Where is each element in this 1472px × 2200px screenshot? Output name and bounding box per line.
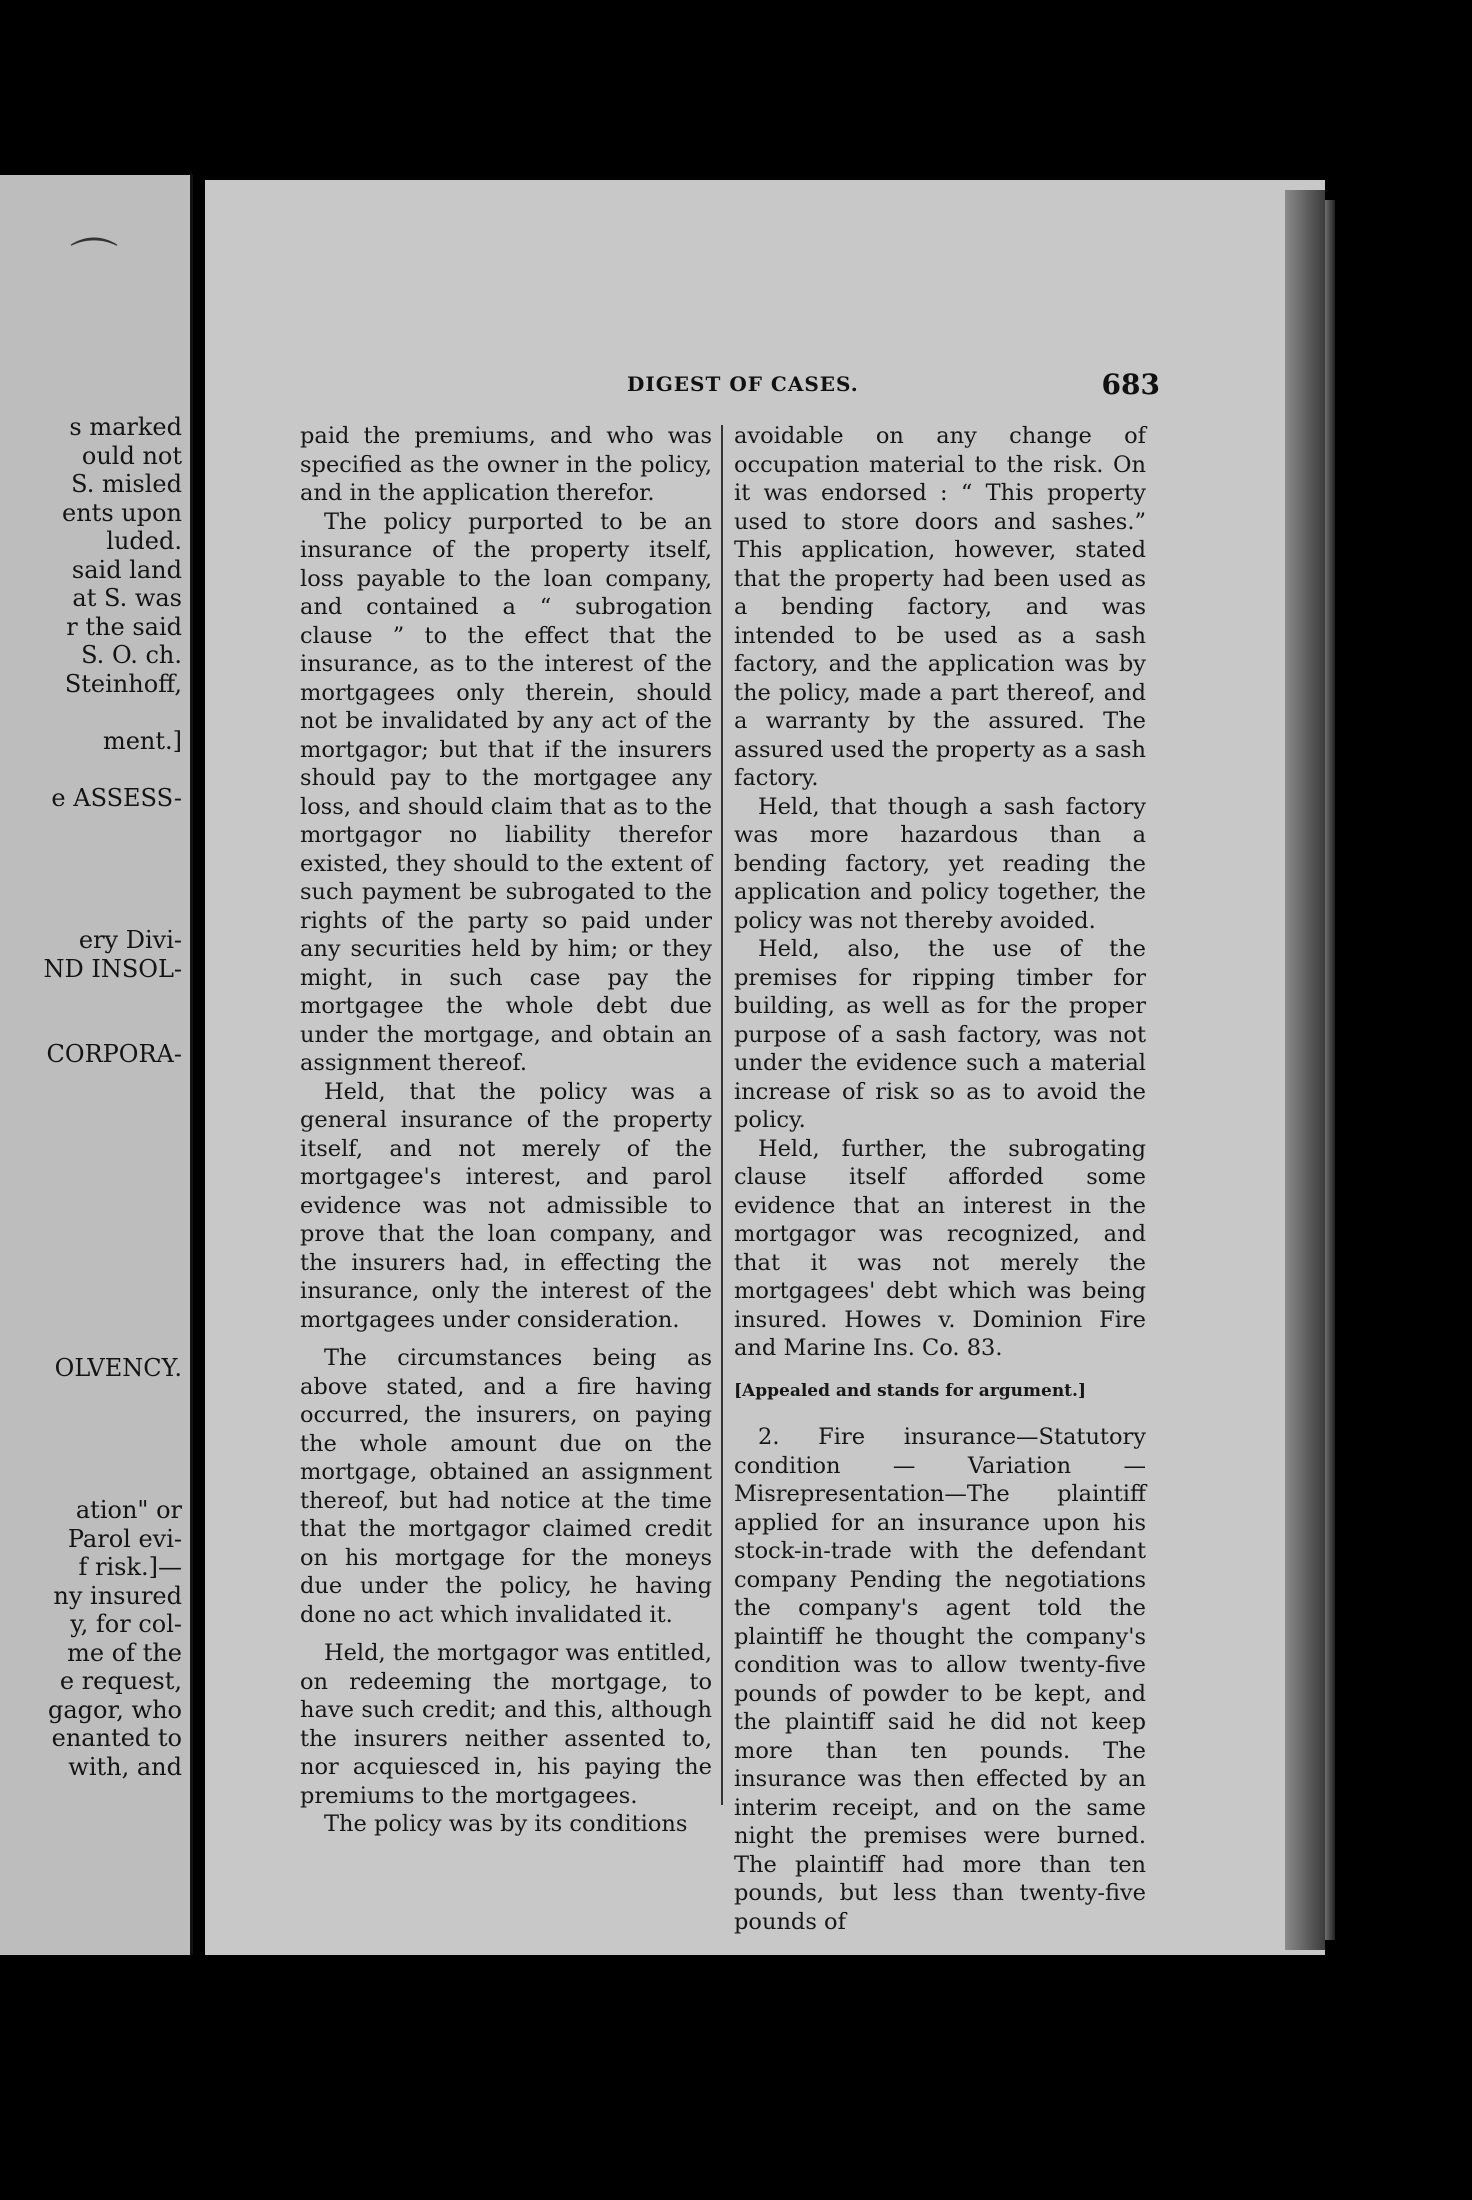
page-edge bbox=[1325, 200, 1335, 1940]
paragraph: 2. Fire insurance—Statutory condition — Variation — Misrepresentation—The plaintiff applied for an insurance upon his stock-in-trade with the defendant company Pending the negotiations the company's agent told the plaintiff he thought the company's condition was to allow twenty-five pounds of powder to be kept, and the plaintiff said he did not keep more than ten pounds. The insurance was then effected by an interim receipt, and on the same night the premises were burned. The plaintiff had more than ten pounds, but less than twenty-five pounds of bbox=[734, 1424, 1146, 1935]
facing-page-line bbox=[0, 1154, 182, 1183]
facing-page-line bbox=[0, 1183, 182, 1212]
right-column bbox=[734, 422, 1146, 1936]
facing-page-line: Steinhoff, bbox=[64, 669, 182, 698]
paragraph: Held, also, the use of the premises for ripping timber for building, as well as for the proper purpose of a sash factory, was not under the evidence such a material increase of risk so as to avoid the policy. bbox=[734, 936, 1146, 1133]
facing-page-line: f risk.]— bbox=[78, 1553, 182, 1581]
facing-page-line bbox=[0, 1211, 182, 1240]
facing-page-line: gagor, who bbox=[47, 1695, 182, 1724]
facing-page-line: y, for col- bbox=[70, 1610, 182, 1638]
facing-page-line: luded. bbox=[106, 527, 182, 555]
facing-page-line: CORPORA- bbox=[46, 1040, 182, 1068]
facing-page-line: ery Divi- bbox=[78, 926, 182, 954]
running-head bbox=[420, 368, 1160, 402]
facing-page-line bbox=[0, 1297, 182, 1326]
facing-page-line bbox=[0, 841, 182, 870]
facing-page-line bbox=[0, 1468, 182, 1497]
pencil-mark: ⌒ bbox=[70, 234, 119, 290]
paragraph: Held, that the policy was a general insurance of the property itself, and not merely of the mortgagee's interest, and parol evidence was not admissible to prove that the loan company, and the insurers had, in effecting the insurance, only the interest of the mortgagees under consideration. bbox=[300, 1078, 712, 1333]
left-column bbox=[300, 422, 712, 1839]
facing-page-line: S. misled bbox=[71, 470, 182, 498]
facing-page-line bbox=[0, 1382, 182, 1411]
paragraph: Held, the mortgagor was entitled, on redeeming the mortgage, to have such credit; and this, although the insurers neither assented to, nor acquiesced in, his paying the premiums to the mortgagees. bbox=[300, 1640, 712, 1809]
paragraph: paid the premiums, and who was specified as the owner in the policy, and in the application therefor. bbox=[300, 423, 712, 506]
facing-page-text bbox=[0, 413, 182, 1781]
page-number: 683 bbox=[1101, 368, 1160, 401]
paragraph: The policy purported to be an insurance of the property itself, loss payable to the loan company, and contained a “ subrogation clause ” to the effect that the insurance, as to the interest of the mortgagees only therein, should not be invalidated by any act of the mortgagor; but that if the insurers should pay to the mortgagee any loss, and should claim that as to the mortgagor no liability therefor existed, they should to the extent of such payment be subrogated to the rights of the party so paid under any securities held by him; or they might, in such case pay the mortgagee the whole debt due under the mortgage, and obtain an assignment thereof. bbox=[300, 508, 712, 1076]
facing-page-line: e ASSESS- bbox=[51, 783, 182, 812]
facing-page-line bbox=[0, 1268, 182, 1297]
facing-page-line bbox=[0, 1411, 182, 1440]
facing-page-line: ents upon bbox=[62, 498, 182, 527]
facing-page-line bbox=[0, 1240, 182, 1269]
facing-page-line: e request, bbox=[59, 1667, 182, 1695]
facing-page-line: ment.] bbox=[102, 726, 182, 755]
facing-page-line bbox=[0, 1126, 182, 1155]
facing-page-line: Parol evi- bbox=[67, 1524, 182, 1553]
facing-page-line bbox=[0, 812, 182, 841]
facing-page-line: r the said bbox=[66, 612, 182, 641]
page-gutter-shadow bbox=[1285, 190, 1325, 1950]
facing-page-line bbox=[0, 1097, 182, 1126]
facing-page-line: S. O. ch. bbox=[81, 641, 182, 669]
paragraph: avoidable on any change of occupation material to the risk. On it was endorsed : “ This property used to store doors and sashes.” This application, however, stated that the property had been used as a bending factory, and was intended to be used as a sash factory, and the application was by the policy, made a part thereof, and a warranty by the assured. The assured used the property as a sash factory. bbox=[734, 423, 1146, 791]
facing-page-line bbox=[0, 698, 182, 727]
facing-page-line: enanted to bbox=[51, 1724, 182, 1752]
facing-page-line: with, and bbox=[68, 1752, 182, 1781]
facing-page-line bbox=[0, 1012, 182, 1041]
facing-page-line: said land bbox=[71, 555, 182, 584]
facing-page-line: ND INSOL- bbox=[43, 954, 182, 983]
facing-page-line: ation" or bbox=[75, 1496, 182, 1524]
facing-page-line bbox=[0, 755, 182, 784]
facing-page-line: me of the bbox=[67, 1638, 182, 1667]
facing-page-line bbox=[0, 898, 182, 927]
appeal-note: [Appealed and stands for argument.] bbox=[734, 1380, 1086, 1401]
facing-page-line: s marked bbox=[69, 413, 182, 441]
facing-page-line: ny insured bbox=[53, 1581, 182, 1610]
column-divider bbox=[721, 425, 723, 1805]
facing-page-line: ould not bbox=[81, 441, 182, 470]
paragraph: The policy was by its conditions bbox=[324, 1811, 688, 1837]
facing-page-line bbox=[0, 1325, 182, 1354]
facing-page bbox=[0, 175, 193, 1955]
facing-page-line bbox=[0, 1439, 182, 1468]
paragraph: Held, that though a sash factory was more hazardous than a bending factory, yet reading the application and policy together, the policy was not thereby avoided. bbox=[734, 793, 1146, 934]
facing-page-line: OLVENCY. bbox=[54, 1353, 182, 1382]
paragraph: Held, further, the subrogating clause itself afforded some evidence that an interest in the mortgagor was recognized, and that it was not merely the mortgagees' debt which was being insured. Howes v. Dominion Fire and Marine Ins. Co. 83. bbox=[734, 1135, 1146, 1361]
facing-page-line bbox=[0, 1069, 182, 1098]
facing-page-line bbox=[0, 983, 182, 1012]
facing-page-line: at S. was bbox=[72, 584, 182, 612]
facing-page-line bbox=[0, 869, 182, 898]
running-head-title: DIGEST OF CASES. bbox=[627, 372, 859, 396]
paragraph: The circumstances being as above stated, and a fire having occurred, the insurers, on paying the whole amount due on the mortgage, obtained an assignment thereof, but had notice at the time that the mortgagor claimed credit on his mortgage for the moneys due under the policy, he having done no act which invalidated it. bbox=[300, 1345, 712, 1628]
